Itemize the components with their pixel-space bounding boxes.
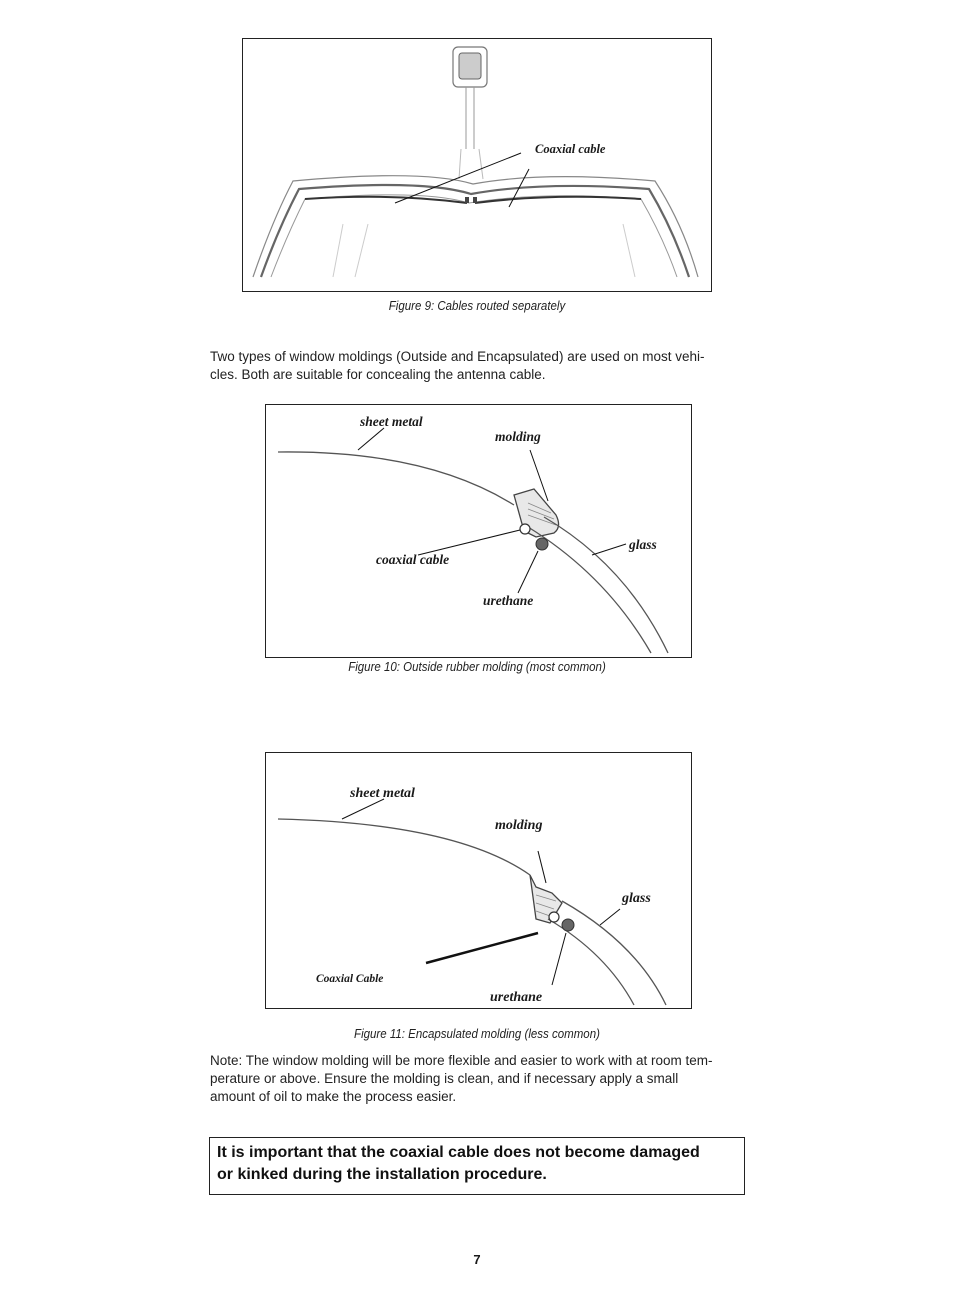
label-coaxial-cable: Coaxial Cable	[316, 973, 384, 985]
label-urethane: urethane	[490, 990, 543, 1005]
label-urethane: urethane	[483, 593, 534, 608]
note-paragraph	[210, 1052, 745, 1106]
label-coaxial-cable: Coaxial cable	[535, 142, 606, 156]
figure-9	[242, 38, 712, 292]
moldings-paragraph	[210, 348, 745, 384]
label-molding: molding	[495, 818, 543, 833]
label-glass: glass	[629, 537, 657, 552]
paragraph-line: perature or above. Ensure the molding is clean, and if necessary apply a small	[210, 1071, 679, 1086]
figure-11-caption: Figure 11: Encapsulated molding (less common)	[354, 1027, 600, 1041]
figure-11	[265, 752, 692, 1009]
figure-10	[265, 404, 692, 658]
windshield-drawing	[243, 39, 710, 290]
label-glass: glass	[622, 891, 651, 906]
figure-10-caption: Figure 10: Outside rubber molding (most common)	[348, 660, 606, 674]
warning-line: It is important that the coaxial cable does not become damaged	[217, 1144, 700, 1161]
paragraph-line: amount of oil to make the process easier.	[210, 1089, 457, 1104]
figure-9-caption: Figure 9: Cables routed separately	[388, 299, 566, 313]
paragraph-line: Note: The window molding will be more flexible and easier to work with at room tem-	[210, 1053, 713, 1068]
encapsulated-molding-drawing	[266, 753, 690, 1007]
label-coaxial-cable: coaxial cable	[376, 552, 450, 567]
paragraph-line: Two types of window moldings (Outside and Encapsulated) are used on most vehi-	[210, 349, 705, 364]
label-molding: molding	[495, 429, 541, 444]
warning-line: or kinked during the installation procedure.	[217, 1166, 547, 1183]
label-sheet-metal: sheet metal	[350, 786, 415, 801]
paragraph-line: cles. Both are suitable for concealing the antenna cable.	[210, 367, 546, 382]
outside-molding-drawing	[266, 405, 690, 656]
page-number: 7	[473, 1252, 481, 1267]
label-sheet-metal: sheet metal	[360, 414, 423, 429]
warning-box	[209, 1137, 745, 1195]
